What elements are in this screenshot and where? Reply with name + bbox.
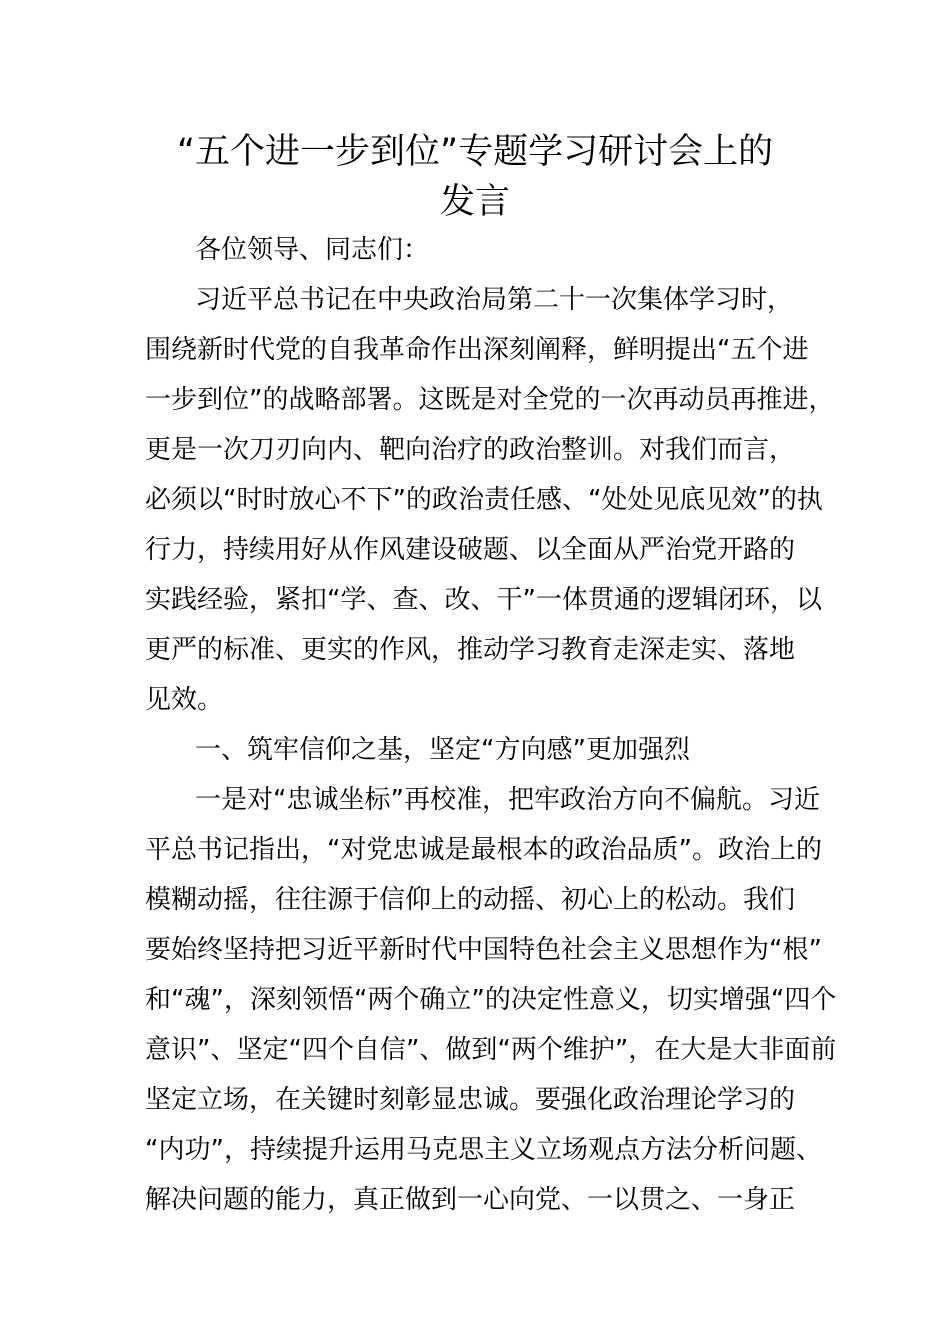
salutation: 各位领导、同志们： [195, 235, 430, 265]
body-line: 平总书记指出，“对党忠诚是最根本的政治品质”。政治上的 [145, 835, 822, 865]
body-line: 解决问题的能力，真正做到一心向党、一以贯之、一身正 [145, 1185, 796, 1215]
section-heading: 一、筑牢信仰之基，坚定“方向感”更加强烈 [195, 735, 690, 765]
body-line: 习近平总书记在中央政治局第二十一次集体学习时， [195, 285, 794, 315]
document-title-line-1: “五个进一步到位”专题学习研讨会上的 [176, 132, 774, 172]
body-line: 模糊动摇，往往源于信仰上的动摇、初心上的松动。我们 [145, 885, 796, 915]
body-line: “内功”，持续提升运用马克思主义立场观点方法分析问题、 [145, 1135, 822, 1165]
body-line: 更是一次刀刃向内、靶向治疗的政治整训。对我们而言， [145, 435, 796, 465]
document-title-line-2: 发言 [439, 182, 510, 222]
body-line: 和“魂”，深刻领悟“两个确立”的决定性意义，切实增强“四个 [145, 985, 837, 1015]
body-line: 意识”、坚定“四个自信”、做到“两个维护”，在大是大非面前 [145, 1035, 837, 1065]
body-line: 实践经验，紧扣“学、查、改、干”一体贯通的逻辑闭环，以 [145, 585, 822, 615]
body-line: 行力，持续用好从作风建设破题、以全面从严治党开路的 [145, 535, 796, 565]
body-line: 一步到位”的战略部署。这既是对全党的一次再动员再推进， [145, 385, 835, 415]
body-line: 更严的标准、更实的作风，推动学习教育走深走实、落地 [145, 635, 796, 665]
body-line: 必须以“时时放心不下”的政治责任感、“处处见底见效”的执 [145, 485, 823, 515]
body-line: 见效。 [145, 685, 224, 715]
body-line: 坚定立场，在关键时刻彰显忠诚。要强化政治理论学习的 [145, 1085, 796, 1115]
body-line: 要始终坚持把习近平新时代中国特色社会主义思想作为“根” [145, 935, 822, 965]
body-line: 围绕新时代党的自我革命作出深刻阐释，鲜明提出“五个进 [145, 335, 809, 365]
body-line: 一是对“忠诚坐标”再校准，把牢政治方向不偏航。习近 [195, 785, 820, 815]
